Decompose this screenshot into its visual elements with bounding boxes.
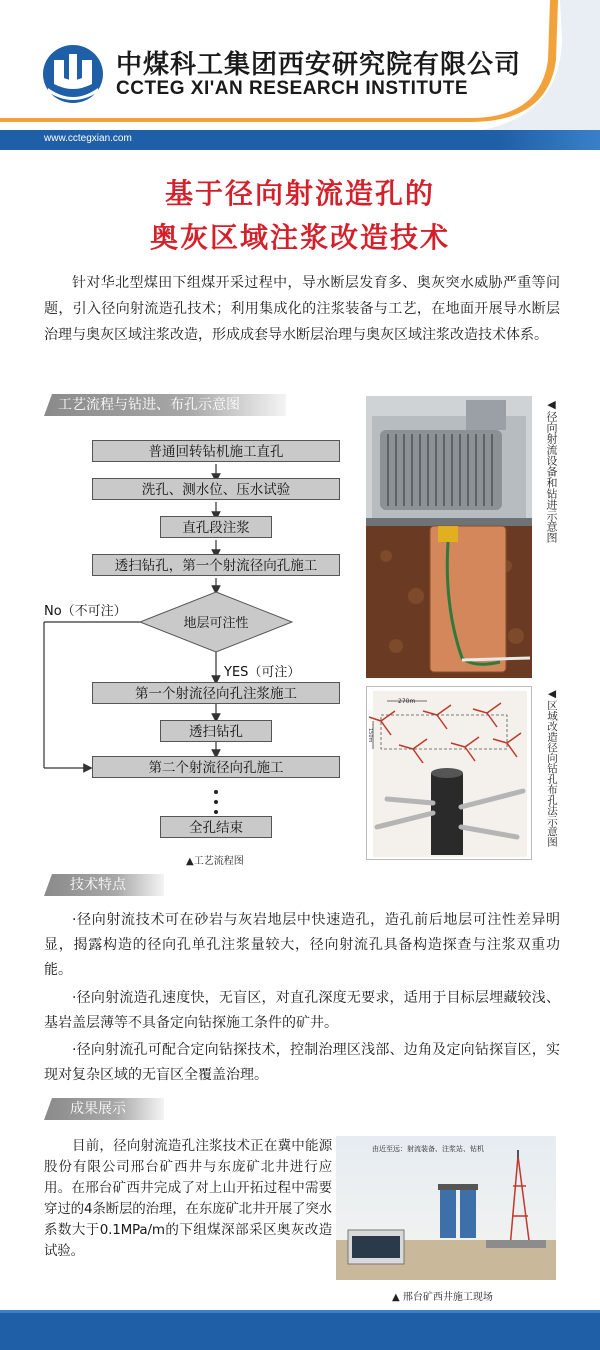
flow-yes-label: YES（可注） <box>224 665 301 680</box>
photo-construction-site <box>336 1136 556 1280</box>
flow-step-1: 普通回转钻机施工直孔 <box>92 440 340 462</box>
section-heading-features <box>44 874 164 896</box>
flow-step-4: 透扫钻孔，第一个射流径向孔施工 <box>92 554 340 576</box>
site-photo-overlay-text: 由近至远：射流装备、注浆站、钻机 <box>372 1145 484 1153</box>
photo2-caption: ◀区域改造径向钻孔布孔法示意图 <box>546 688 558 847</box>
construction-site-illustration <box>336 1136 556 1280</box>
footer-accent-line <box>0 1310 600 1313</box>
flow-step-3: 直孔段注浆 <box>160 516 272 538</box>
url-bar-accent <box>500 130 600 150</box>
section-heading-features-label: 技术特点 <box>70 877 126 893</box>
flowchart-caption: ▲工艺流程图 <box>186 856 244 867</box>
feature-item-1: ·径向射流技术可在砂岩与灰岩地层中快速造孔，造孔前后地层可注性差异明显，揭露构造的径向孔单孔注浆量较大，径向射流孔具备构造探查与注浆双重功能。 <box>44 912 560 978</box>
section-heading-process-label: 工艺流程与钻进、布孔示意图 <box>58 397 240 413</box>
feature-item-2: ·径向射流造孔速度快，无盲区，对直孔深度无要求，适用于目标层埋藏较浅、基岩盖层薄等不具备定向钻探施工条件的矿井。 <box>44 990 560 1031</box>
radial-jet-equipment-illustration <box>366 396 532 678</box>
footer-bar <box>0 1310 600 1350</box>
feature-item-3: ·径向射流孔可配合定向钻探技术，控制治理区浅部、边角及定向钻探盲区，实现对复杂区域的无盲区全覆盖治理。 <box>44 1042 560 1083</box>
section-heading-process <box>44 394 286 416</box>
section-heading-results <box>44 1098 164 1120</box>
flow-step-2: 洗孔、测水位、压水试验 <box>92 478 340 500</box>
intro-paragraph: 针对华北型煤田下组煤开采过程中，导水断层发育多、奥灰突水威胁严重等问题，引入径向射流造孔技术；利用集成化的注浆装备与工艺，在地面开展导水断层治理与奥灰区域注浆改造，形成成套导水断层治理与奥灰区域注浆改造技术体系。 <box>44 275 560 343</box>
results-paragraph: 目前，径向射流造孔注浆技术正在冀中能源股份有限公司邢台矿西井与东庞矿北井进行应用。在邢台矿西井完成了对上山开拓过程中需要穿过的4条断层的治理，在东庞矿北井开展了突水系数大于0.1MPa/m的下组煤深部采区奥灰改造试验。 <box>44 1138 332 1259</box>
flow-step-6: 透扫钻孔 <box>160 720 272 742</box>
radial-hole-layout-illustration <box>367 687 532 860</box>
flow-step-5: 第一个射流径向孔注浆施工 <box>92 682 340 704</box>
company-name-cn: 中煤科工集团西安研究院有限公司 <box>116 50 522 80</box>
layout-dimension-vertical: 150m <box>367 728 373 743</box>
photo1-caption: ◀径向射流设备和钻进示意图 <box>545 398 558 543</box>
company-name-en: CCTEG XI'AN RESEARCH INSTITUTE <box>116 78 469 99</box>
site-photo-caption: ▲ 邢台矿西井施工现场 <box>392 1292 493 1303</box>
flow-no-label: No（不可注） <box>44 604 127 619</box>
flow-step-7: 第二个射流径向孔施工 <box>92 756 340 778</box>
website-url[interactable]: www.cctegxian.com <box>44 133 132 144</box>
flow-step-8: 全孔结束 <box>160 816 272 838</box>
page-title-line2: 奥灰区域注浆改造技术 <box>149 221 450 254</box>
page-title-line1: 基于径向射流造孔的 <box>164 177 435 210</box>
layout-dimension-horizontal: 270m <box>398 698 416 705</box>
flow-decision: 地层可注性 <box>183 616 249 631</box>
photo-radial-hole-layout <box>366 686 532 860</box>
photo-radial-jet-equipment <box>366 396 532 678</box>
ccteg-logo-icon <box>42 44 104 104</box>
section-heading-results-label: 成果展示 <box>70 1101 126 1117</box>
